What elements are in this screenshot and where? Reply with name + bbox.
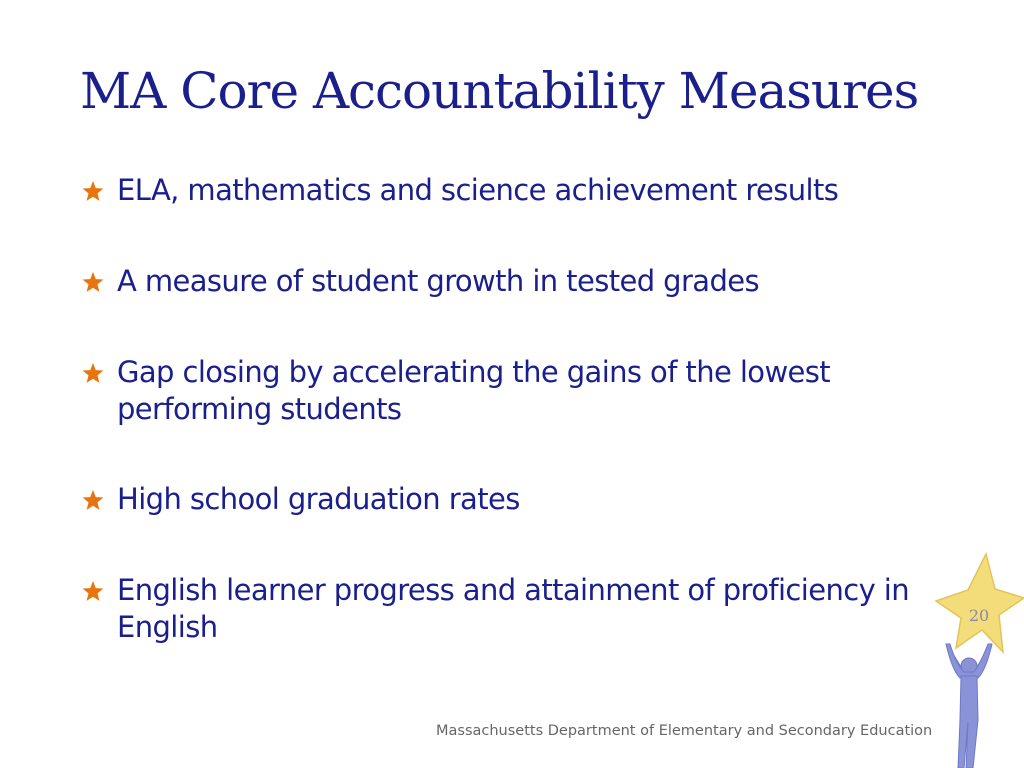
bullet-text: ELA, mathematics and science achievement results [117,173,839,207]
bullet-item [82,263,942,300]
star-icon [82,489,104,511]
star-mascot-logo [928,552,1024,768]
star-icon [82,362,104,384]
bullet-item [82,354,942,428]
bullet-text: English learner progress and attainment of proficiency in English [117,573,910,644]
star-icon [82,180,104,202]
bullet-item [82,481,942,518]
bullet-item [82,172,942,209]
footer-text: Massachusetts Department of Elementary and Secondary Education [436,723,933,739]
slide-title: MA Core Accountability Measures [80,62,919,120]
page-number: 20 [968,606,990,625]
bullet-text: High school graduation rates [117,482,520,516]
star-icon [82,271,104,293]
bullet-text: A measure of student growth in tested grades [117,264,760,298]
bullet-item [82,572,942,646]
bullet-text: Gap closing by accelerating the gains of the lowest performing students [117,355,831,426]
star-icon [82,580,104,602]
